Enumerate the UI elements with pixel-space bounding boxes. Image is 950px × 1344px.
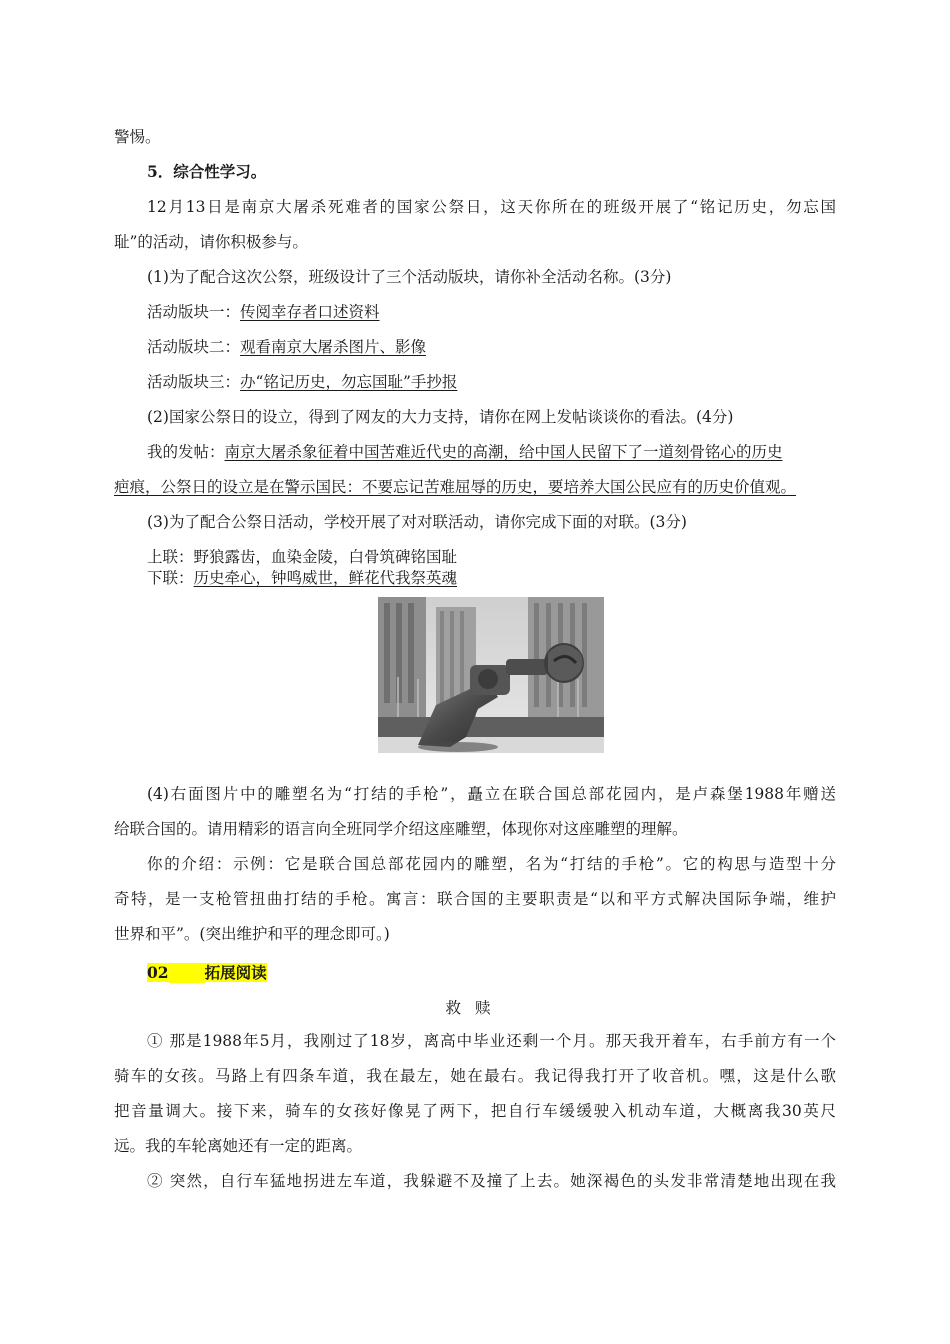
paragraph-line: 远。我的车轮离她还有一定的距离。 — [114, 1137, 363, 1155]
section-heading — [147, 963, 267, 983]
section-number: 02 — [147, 963, 169, 982]
label: 活动版块一： — [147, 303, 241, 321]
section-title: 拓展阅读 — [204, 963, 267, 982]
subquestion-1: (1)为了配合这次公祭，班级设计了三个活动版块，请你补全活动名称。(3分) — [147, 268, 672, 286]
couplet-lower — [147, 568, 457, 588]
answer-line: 世界和平”。(突出维护和平的理念即可。) — [114, 925, 390, 943]
answer: 历史牵心，钟鸣威世，鲜花代我祭英魂 — [193, 569, 458, 587]
sculpture-photo — [378, 597, 604, 753]
text-line: 给联合国的。请用精彩的语言向全班同学介绍这座雕塑，体现你对这座雕塑的理解。 — [114, 820, 688, 838]
label: 活动版块三： — [147, 373, 241, 391]
paragraph-line: 骑车的女孩。马路上有四条车道，我在最左，她在最右。我记得我打开了收音机。嘿，这是什么歌 — [114, 1067, 836, 1085]
answer: 疤痕，公祭日的设立是在警示国民：不要忘记苦难屈辱的历史，要培养大国公民应有的历史价值观。 — [114, 478, 797, 496]
paragraph-line: ① 那是1988年5月，我刚过了18岁，离高中毕业还剩一个月。那天我开着车，右手前方有一个 — [147, 1032, 836, 1050]
question-heading: 5．综合性学习。 — [147, 162, 267, 181]
answer: 办“铭记历史，勿忘国耻”手抄报 — [240, 373, 458, 391]
subquestion-3: (3)为了配合公祭日活动，学校开展了对对联活动，请你完成下面的对联。(3分) — [147, 513, 687, 531]
answer: 观看南京大屠杀图片、影像 — [240, 338, 427, 356]
post-line — [147, 442, 783, 462]
label: 我的发帖： — [147, 443, 225, 461]
text-line: 警惕。 — [114, 128, 161, 146]
story-title: 救赎 — [445, 999, 505, 1017]
text-line: 12月13日是南京大屠杀死难者的国家公祭日，这天你所在的班级开展了“铭记历史，勿忘国 — [147, 198, 836, 216]
subquestion-4: (4)右面图片中的雕塑名为“打结的手枪”，矗立在联合国总部花园内，是卢森堡1988年赠送 — [147, 785, 836, 803]
answer: 南京大屠杀象征着中国苦难近代史的高潮，给中国人民留下了一道刻骨铭心的历史 — [224, 443, 783, 461]
label: 活动版块二： — [147, 338, 241, 356]
activity-block-3 — [147, 372, 457, 392]
paragraph-line: 把音量调大。接下来，骑车的女孩好像晃了两下，把自行车缓缓驶入机动车道，大概离我30英尺 — [114, 1102, 836, 1120]
answer-line: 你的介绍：示例：它是联合国总部花园内的雕塑，名为“打结的手枪”。它的构思与造型十分 — [147, 855, 836, 873]
label: 下联： — [147, 569, 194, 587]
paragraph-line: ② 突然，自行车猛地拐进左车道，我躲避不及撞了上去。她深褐色的头发非常清楚地出现在我 — [147, 1172, 836, 1190]
post-line-2 — [114, 477, 796, 497]
subquestion-2: (2)国家公祭日的设立，得到了网友的大力支持，请你在网上发帖谈谈你的看法。(4分) — [147, 408, 734, 426]
activity-block-2 — [147, 337, 426, 357]
answer-line: 奇特，是一支枪管扭曲打结的手枪。寓言：联合国的主要职责是“以和平方式解决国际争端，维护 — [114, 890, 836, 908]
activity-block-1 — [147, 302, 380, 322]
text-line: 耻”的活动，请你积极参与。 — [114, 233, 308, 251]
couplet-upper: 上联：野狼露齿，血染金陵，白骨筑碑铭国耻 — [147, 548, 458, 566]
answer: 传阅幸存者口述资料 — [240, 303, 380, 321]
